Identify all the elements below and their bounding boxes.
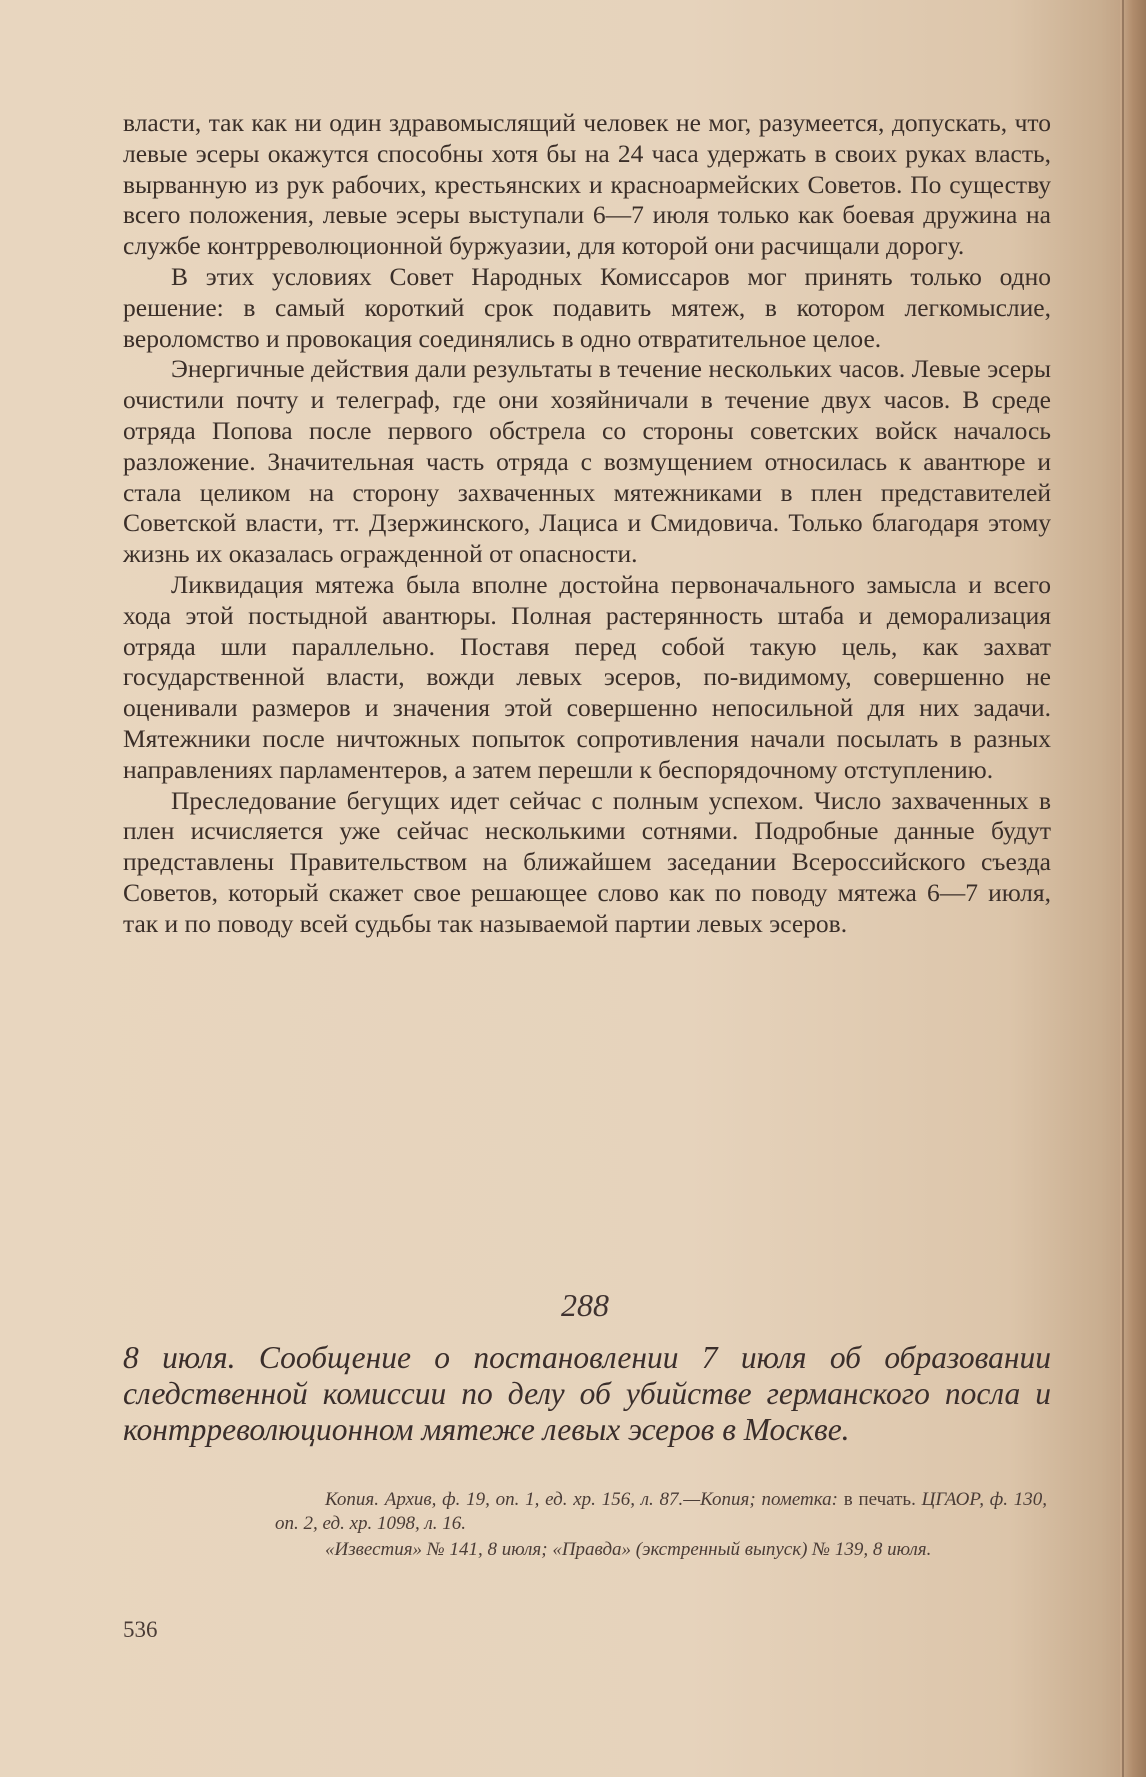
paragraph: Ликвидация мятежа была вполне достойна первоначального замысла и всего хода этой постыдной авантюры. Полная растерянность штаба и деморализация отряда шли параллельно. Поставя перед собой такую цель, как захват государственной власти, вожди левых эсеров, по-видимому, совершенно не оценивали размеров и значения этой совершенно непосильной для них задачи. Мятежники после ничтожных попыток сопротивления начали посылать в разных направлениях парламентеров, а затем перешли к беспорядочному отступлению. (123, 569, 1051, 784)
main-text (123, 108, 1051, 940)
source-publication-text: «Известия» № 141, 8 июля; «Правда» (экстренный выпуск) № 139, 8 июля. (325, 1539, 932, 1560)
paragraph: Энергичные действия дали результаты в течение нескольких часов. Левые эсеры очистили почту и телеграф, где они хозяйничали в течение двух часов. В среде отряда Попова после первого обстрела со стороны советских войск началось разложение. Значительная часть отряда с возмущением относилась к авантюре и стала целиком на сторону захваченных мятежниками в плен представителей Советской власти, тт. Дзержинского, Лациса и Смидовича. Только благодаря этому жизнь их оказалась огражденной от опасности. (123, 354, 1051, 569)
source-archive-label: Копия. Архив, ф. 19, оп. 1, ед. хр. 156, л. 87.—Копия; пометка: (325, 1489, 838, 1510)
source-references (275, 1488, 1047, 1562)
spine-fold-line (1122, 0, 1124, 1777)
document-heading: 8 июля. Сообщение о постановлении 7 июля об образовании следственной комиссии по делу об убийстве германского посла и контрреволюционном мятеже левых эсеров в Москве. (123, 1340, 1051, 1447)
paragraph: Преследование бегущих идет сейчас с полным успехом. Число захваченных в плен исчисляется уже сейчас несколькими сотнями. Подробные данные будут представлены Правительством на ближайшем заседании Всероссийского съезда Советов, который скажет свое решающее слово как по поводу мятежа 6—7 июля, так и по поводу всей судьбы так называемой партии левых эсеров. (123, 785, 1051, 938)
source-archive-ref: ЦГАОР, ф. 130, оп. 2, ед. хр. 1098, л. 16. (275, 1489, 1048, 1534)
paragraph: власти, так как ни один здравомыслящий человек не мог, разумеется, допускать, что левые эсеры окажутся способны хотя бы на 24 часа удержать в своих руках власть, вырванную из рук рабочих, крестьянских и красноармейских Советов. По существу всего положения, левые эсеры выступали 6—7 июля только как боевая дружина на службе контрреволюционной буржуазии, для которой они расчищали дорогу. (123, 108, 1051, 261)
source-archive-mark: в печать. (843, 1489, 916, 1510)
source-publication (275, 1538, 1047, 1562)
page-number: 536 (123, 1617, 158, 1642)
source-archive (275, 1488, 1047, 1536)
paragraph: В этих условиях Совет Народных Комиссаров мог принять только одно решение: в самый короткий срок подавить мятеж, в котором легкомыслие, вероломство и провокация соединялись в одно отвратительное целое. (123, 261, 1051, 353)
document-number: 288 (561, 1287, 609, 1323)
